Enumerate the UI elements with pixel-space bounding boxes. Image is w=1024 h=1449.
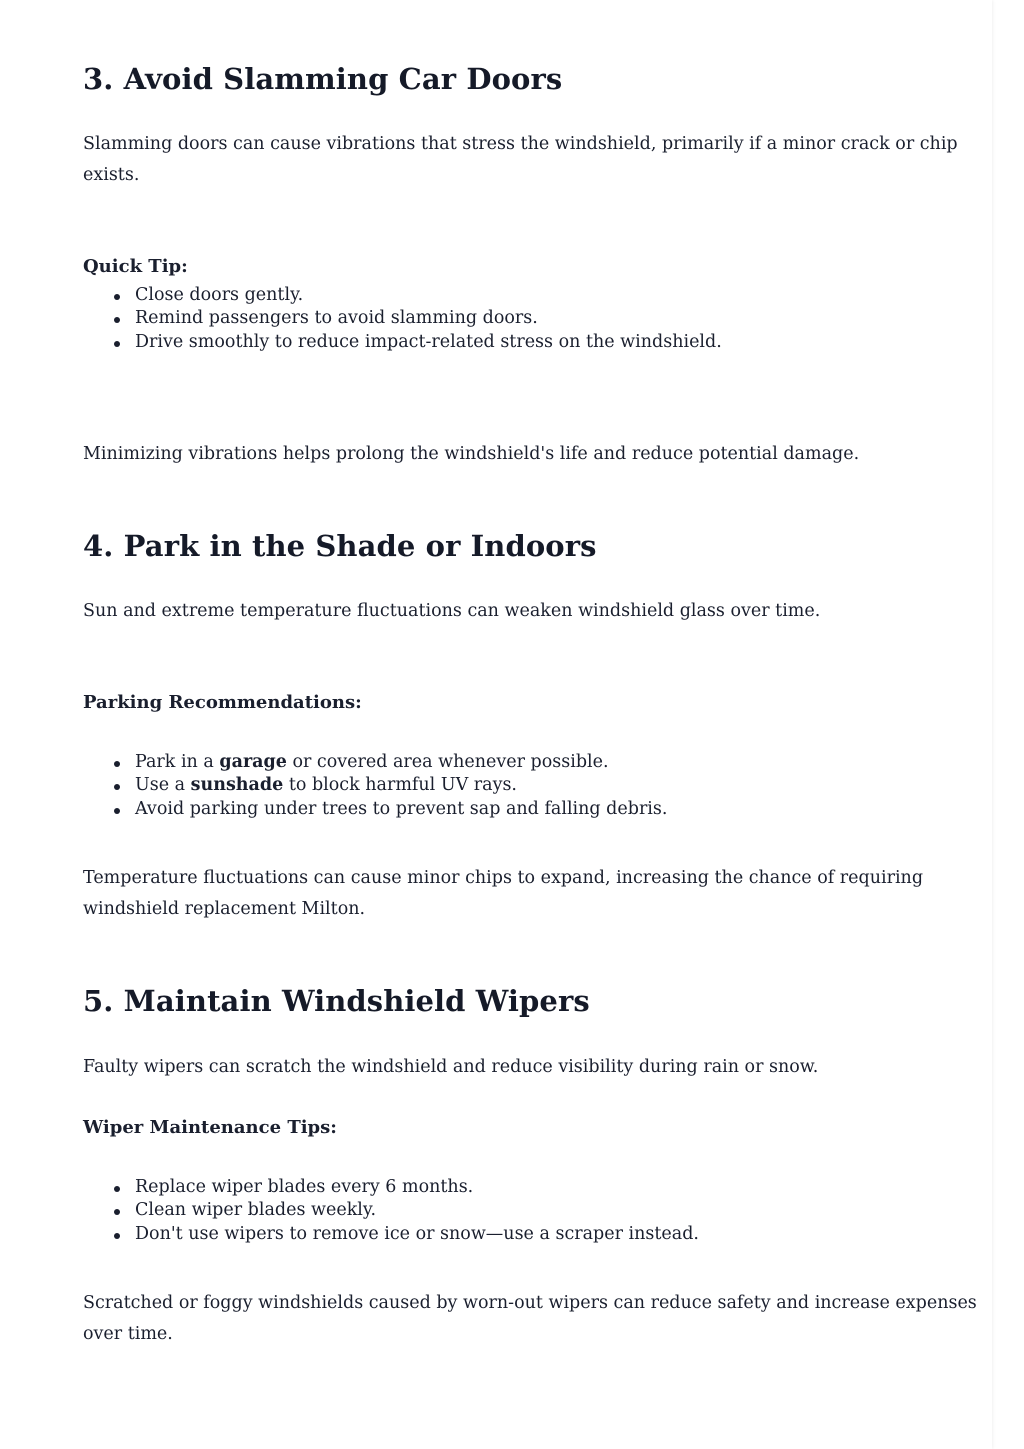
emphasis-garage: garage — [219, 752, 287, 772]
list-item: Use a sunshade to block harmful UV rays. — [83, 774, 978, 797]
list-item: Close doors gently. — [83, 284, 978, 307]
quick-tip-list — [83, 284, 978, 354]
wiper-maintenance-subheading: Wiper Maintenance Tips: — [83, 1117, 337, 1138]
quick-tip-subheading: Quick Tip: — [83, 256, 188, 277]
list-item: Replace wiper blades every 6 months. — [83, 1176, 978, 1199]
list-item: Don't use wipers to remove ice or snow—use a scraper instead. — [83, 1223, 978, 1246]
section-heading-avoid-slamming: 3. Avoid Slamming Car Doors — [83, 62, 563, 96]
list-item: Drive smoothly to reduce impact-related stress on the windshield. — [83, 331, 978, 354]
section-intro-paragraph: Sun and extreme temperature fluctuations can weaken windshield glass over time. — [83, 601, 821, 621]
section-intro-paragraph: Faulty wipers can scratch the windshield and reduce visibility during rain or snow. — [83, 1057, 819, 1077]
section-outro-paragraph: Scratched or foggy windshields caused by worn-out wipers can reduce safety and increase expenses over time. — [83, 1293, 977, 1344]
section-intro-paragraph: Slamming doors can cause vibrations that stress the windshield, primarily if a minor crack or chip exists. — [83, 134, 958, 185]
parking-recommendations-subheading: Parking Recommendations: — [83, 692, 362, 713]
emphasis-sunshade: sunshade — [190, 775, 284, 796]
section-outro-paragraph: Minimizing vibrations helps prolong the windshield's life and reduce potential damage. — [83, 444, 860, 464]
list-item: Clean wiper blades weekly. — [83, 1199, 978, 1222]
section-outro-paragraph: Temperature fluctuations can cause minor chips to expand, increasing the chance of requiring windshield replacement Milton. — [83, 868, 924, 919]
section-heading-park-in-shade: 4. Park in the Shade or Indoors — [83, 529, 597, 563]
list-item: Remind passengers to avoid slamming doors. — [83, 307, 978, 330]
wiper-maintenance-list — [83, 1176, 978, 1246]
list-item: Park in a garage or covered area whenever possible. — [83, 751, 978, 774]
list-item: Avoid parking under trees to prevent sap and falling debris. — [83, 798, 978, 821]
section-heading-maintain-wipers: 5. Maintain Windshield Wipers — [83, 984, 590, 1018]
parking-recommendations-list — [83, 751, 978, 821]
